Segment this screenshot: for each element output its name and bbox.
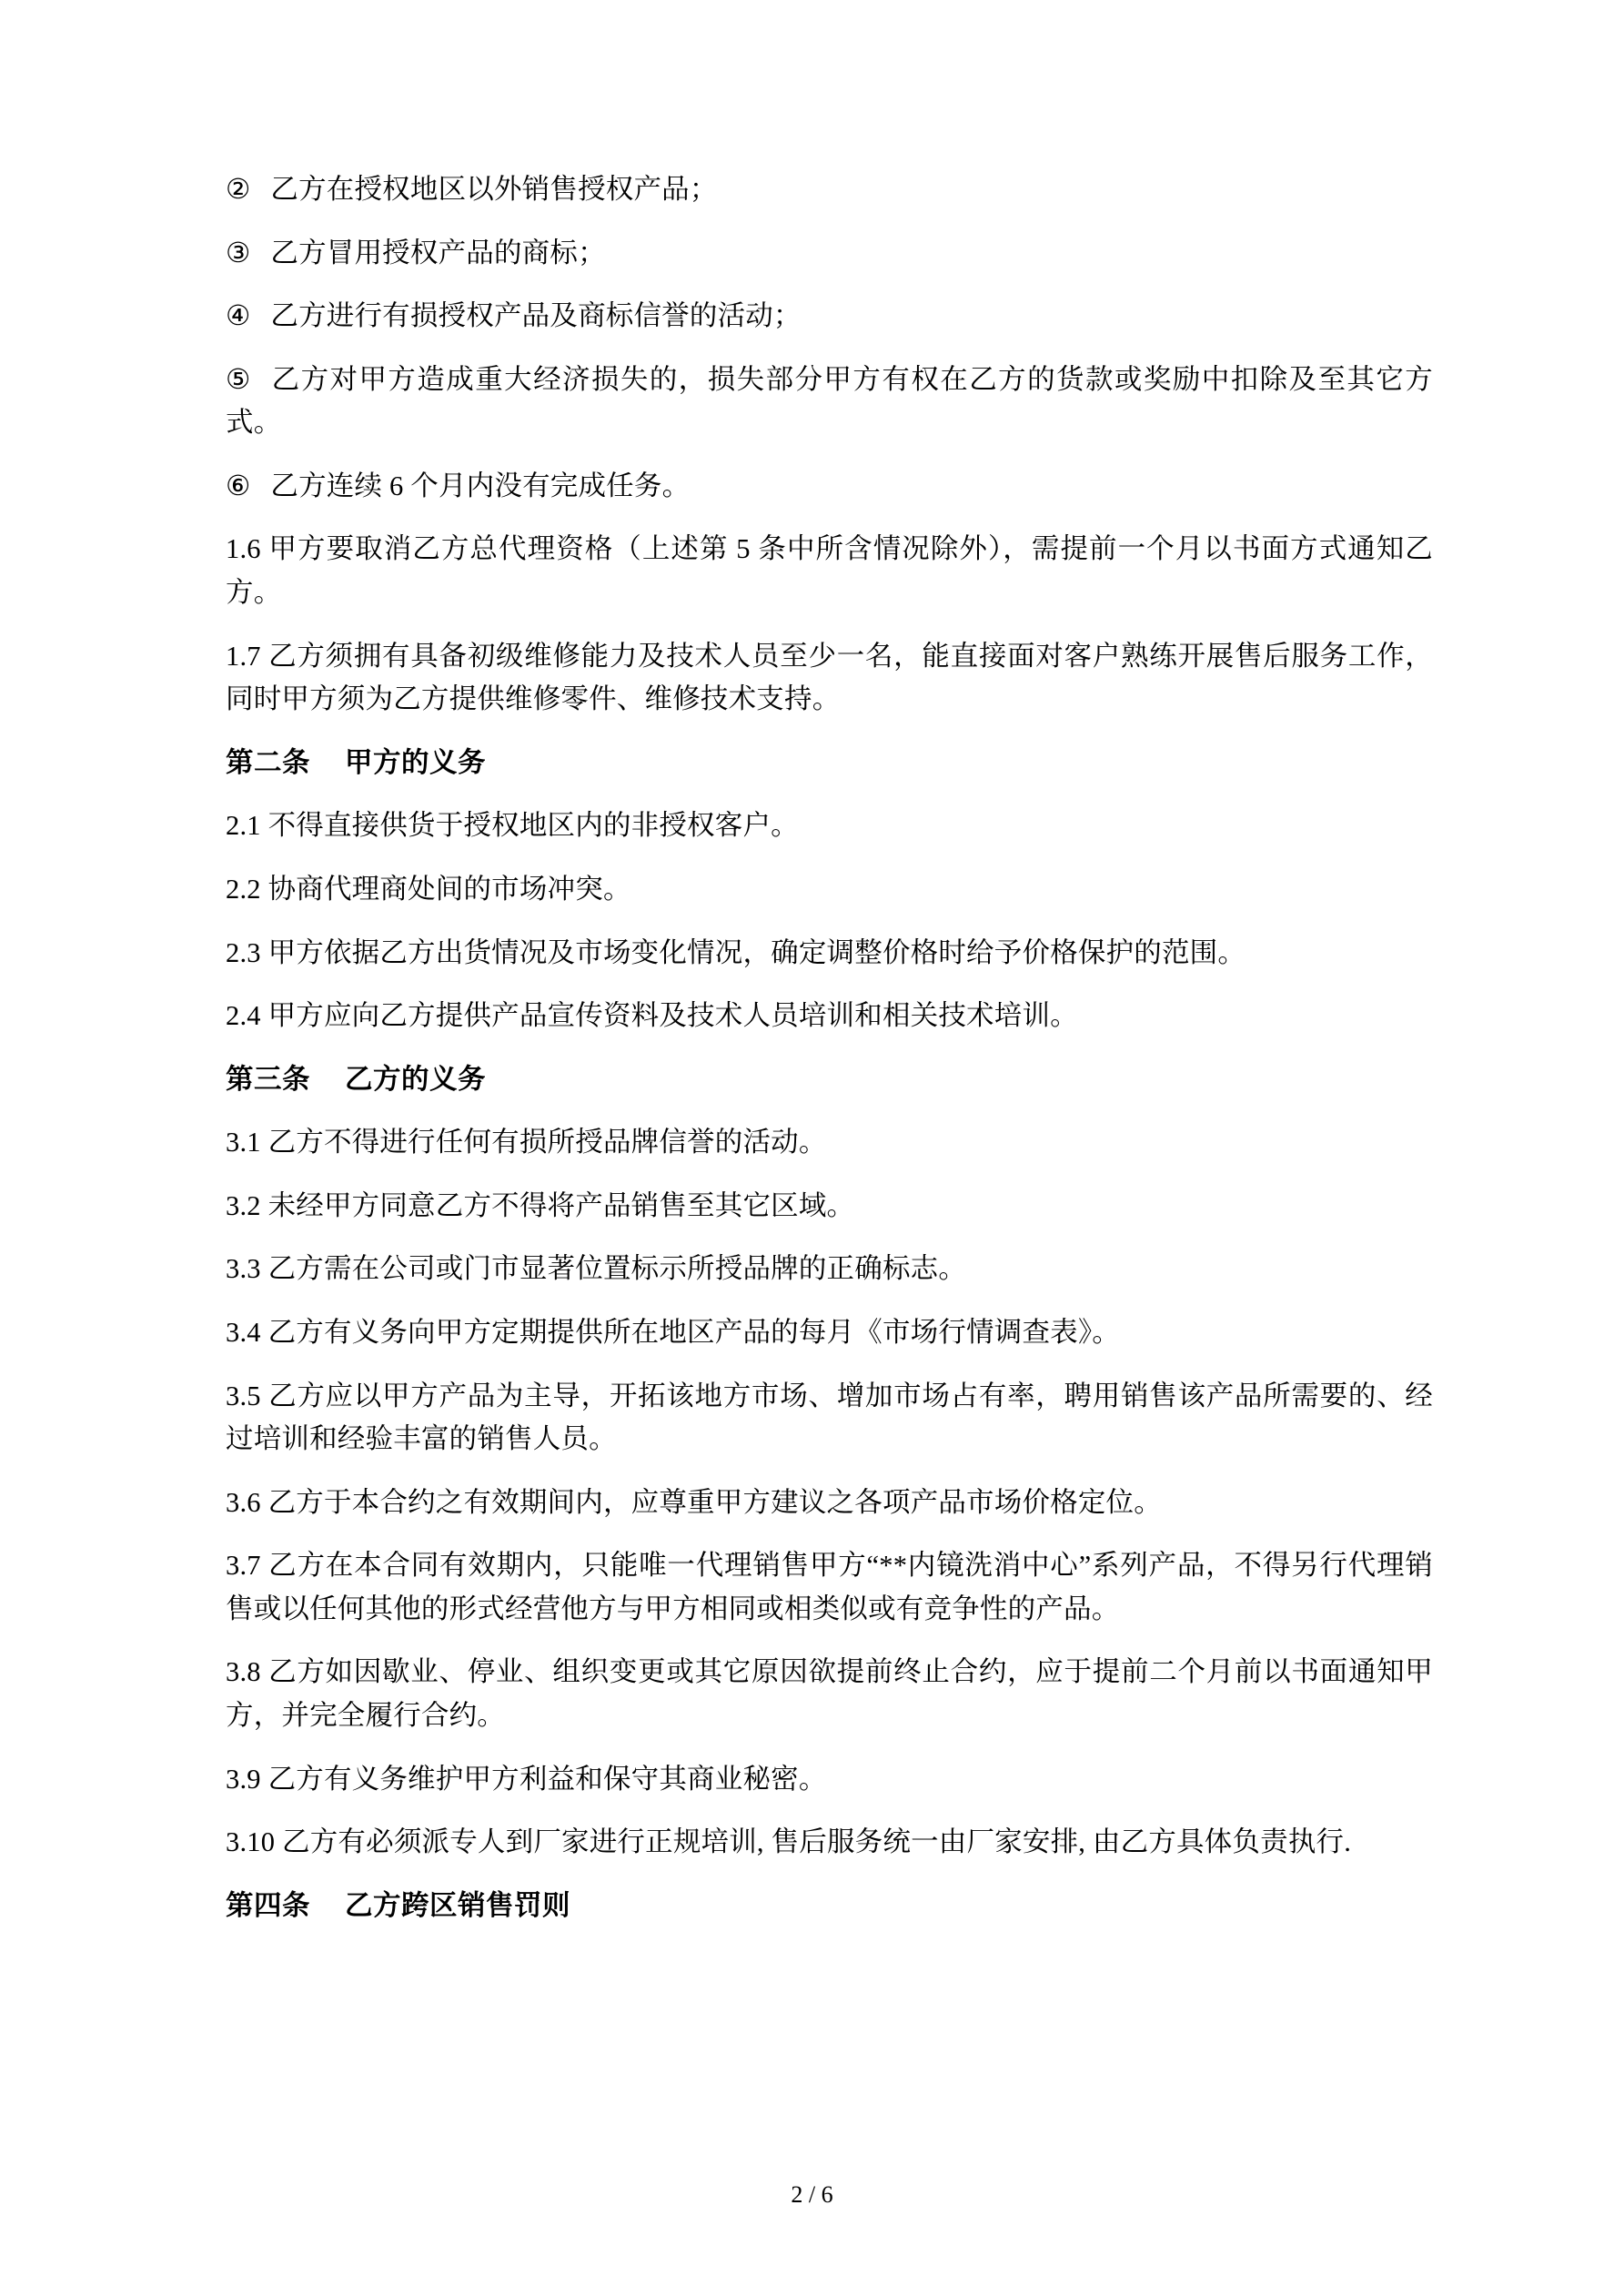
clause-paragraph (226, 995, 1433, 1038)
clause-paragraph (226, 1651, 1433, 1737)
section-heading-marker: 第二条 (226, 746, 310, 778)
clause-text: 乙方应以甲方产品为主导，开拓该地方市场、增加市场占有率，聘用销售该产品所需要的、经过培训和经验丰富的销售人员。 (226, 1380, 1433, 1455)
clause-paragraph (226, 1375, 1433, 1462)
clause-text: 乙方有义务维护甲方利益和保守其商业秘密。 (267, 1763, 827, 1795)
clause-marker: 2.2 (226, 873, 261, 905)
clause-text: 甲方应向乙方提供产品宣传资料及技术人员培训和相关技术培训。 (267, 1000, 1078, 1032)
section-heading-marker: 第四条 (226, 1889, 310, 1921)
clause-paragraph (226, 1482, 1433, 1525)
clause-marker: 3.8 (226, 1656, 261, 1688)
clause-text: 甲方要取消乙方总代理资格（上述第 5 条中所含情况除外），需提前一个月以书面方式通知乙方。 (226, 533, 1433, 609)
clause-text: 乙方有必须派专人到厂家进行正规培训, 售后服务统一由厂家安排, 由乙方具体负责执行. (282, 1826, 1352, 1858)
clause-paragraph (226, 465, 1433, 509)
clause-text: 乙方有义务向甲方定期提供所在地区产品的每月《市场行情调查表》。 (267, 1316, 1121, 1348)
clause-text: 协商代理商处间的市场冲突。 (267, 873, 631, 905)
section-heading (226, 1058, 1433, 1102)
clause-paragraph (226, 1121, 1433, 1165)
clause-paragraph (226, 1311, 1433, 1355)
clause-paragraph (226, 1185, 1433, 1229)
page-number: 2 / 6 (791, 2181, 833, 2208)
clause-marker: ④ (226, 300, 251, 332)
clause-text: 乙方须拥有具备初级维修能力及技术人员至少一名，能直接面对客户熟练开展售后服务工作，同时甲方须为乙方提供维修零件、维修技术支持。 (226, 640, 1433, 715)
section-heading-text: 乙方的义务 (345, 1063, 486, 1095)
clause-marker: 3.4 (226, 1316, 261, 1348)
clause-text: 乙方连续 6 个月内没有完成任务。 (270, 470, 691, 501)
clause-text: 乙方如因歇业、停业、组织变更或其它原因欲提前终止合约，应于提前二个月前以书面通知甲方，并完全履行合约。 (226, 1656, 1433, 1732)
clause-marker: 2.3 (226, 936, 261, 968)
clause-marker: 3.2 (226, 1189, 261, 1221)
document-body (226, 168, 1433, 1927)
clause-paragraph (226, 635, 1433, 722)
section-heading-text: 甲方的义务 (345, 746, 486, 778)
clause-text: 乙方不得进行任何有损所授品牌信誉的活动。 (267, 1127, 827, 1158)
clause-text: 乙方在授权地区以外销售授权产品； (270, 174, 718, 205)
clause-paragraph (226, 168, 1433, 212)
clause-paragraph (226, 295, 1433, 339)
clause-marker: 3.10 (226, 1826, 276, 1858)
page-footer (0, 2181, 1624, 2209)
section-heading-marker: 第三条 (226, 1063, 310, 1095)
clause-paragraph (226, 359, 1433, 445)
clause-paragraph (226, 1758, 1433, 1802)
section-heading (226, 1885, 1433, 1928)
clause-marker: ⑥ (226, 470, 251, 501)
clause-paragraph (226, 804, 1433, 848)
clause-paragraph (226, 1248, 1433, 1291)
clause-text: 乙方冒用授权产品的商标； (270, 237, 606, 268)
clause-paragraph (226, 1544, 1433, 1631)
clause-text: 甲方依据乙方出货情况及市场变化情况，确定调整价格时给予价格保护的范围。 (267, 936, 1246, 968)
clause-marker: 3.3 (226, 1253, 261, 1285)
clause-marker: 1.6 (226, 533, 261, 565)
clause-text: 乙方在本合同有效期内，只能唯一代理销售甲方“**内镜洗消中心”系列产品，不得另行代理销售或以任何其他的形式经营他方与甲方相同或相类似或有竞争性的产品。 (226, 1550, 1433, 1624)
clause-marker: ⑤ (226, 363, 251, 395)
clause-paragraph (226, 528, 1433, 614)
clause-paragraph (226, 932, 1433, 976)
clause-marker: 2.1 (226, 810, 261, 842)
section-heading (226, 742, 1433, 785)
clause-text: 乙方于本合约之有效期间内，应尊重甲方建议之各项产品市场价格定位。 (267, 1486, 1162, 1518)
clause-marker: 3.9 (226, 1763, 261, 1795)
clause-marker: ② (226, 174, 251, 205)
clause-text: 乙方对甲方造成重大经济损失的，损失部分甲方有权在乙方的货款或奖励中扣除及至其它方式。 (226, 363, 1434, 439)
clause-marker: 3.1 (226, 1127, 261, 1158)
clause-text: 不得直接供货于授权地区内的非授权客户。 (267, 810, 799, 842)
clause-text: 乙方进行有损授权产品及商标信誉的活动； (270, 300, 802, 332)
clause-text: 乙方需在公司或门市显著位置标示所授品牌的正确标志。 (267, 1253, 967, 1285)
clause-paragraph (226, 868, 1433, 912)
clause-text: 未经甲方同意乙方不得将产品销售至其它区域。 (267, 1189, 855, 1221)
clause-marker: 3.6 (226, 1486, 261, 1518)
clause-marker: ③ (226, 237, 251, 268)
clause-marker: 3.5 (226, 1380, 261, 1411)
clause-marker: 2.4 (226, 1000, 261, 1032)
clause-paragraph (226, 1821, 1433, 1865)
clause-marker: 1.7 (226, 640, 261, 672)
clause-marker: 3.7 (226, 1550, 261, 1582)
clause-paragraph (226, 232, 1433, 276)
section-heading-text: 乙方跨区销售罚则 (345, 1889, 570, 1921)
